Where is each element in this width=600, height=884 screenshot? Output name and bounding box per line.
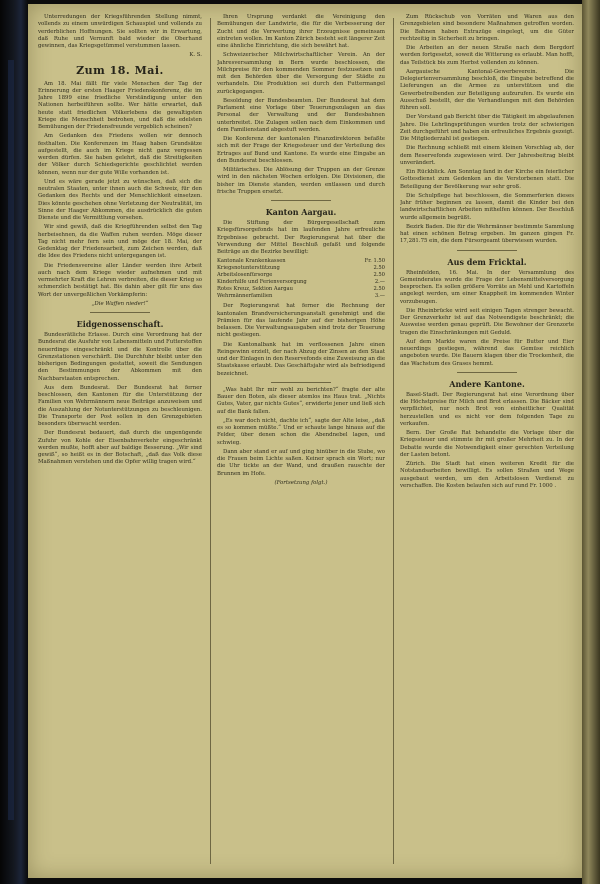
article-paragraph: Aargauische Kantonal-Gewerbeverein. Die Delegiertenversammlung beschloß, die Eingabe betreffend die Lieferungen an die Armee zu unterstützen und die Gewerbetreibenden zur Beteiligung aufzurufen. Es wurde ein Ausschuß bestellt, der die Verhandlungen mit den Behörden führen soll. — [400, 68, 574, 111]
column-rule — [210, 18, 211, 864]
article-paragraph: Bundesrätliche Erlasse. Durch eine Verordnung hat der Bundesrat die Ausfuhr von Lebensmitteln und Futterstoffen neuerdings eingeschränkt und die Kontrolle über die Grenzstationen verschärft. Die Durchfuhr bleibt unter den bisherigen Bedingungen gestattet, soweit die Sendungen den Bestimmungen der Abkommen mit den Nachbarstaaten entsprechen. — [38, 332, 202, 382]
article-paragraph: Die Konferenz der kantonalen Finanzdirektoren befaßte sich mit der Frage der Kriegssteuer und der Verteilung des Ertrages auf Bund und Kantone. Es wurde eine Eingabe an den Bundesrat beschlossen. — [217, 136, 385, 164]
feuilleton-paragraph: „Was habt Ihr mir wohl zu berichten?“ fragte der alte Bauer den Boten, als dieser atemlos ins Haus trat. „Nichts Gutes, Vater, gar nichts Gutes“, erwiderte jener und ließ sich auf die Bank fallen. — [217, 386, 385, 415]
table-amount: 3.— — [374, 293, 385, 300]
table-row — [217, 279, 385, 286]
table-row — [217, 286, 385, 293]
article-paragraph: Ein Rückblick. Am Sonntag fand in der Kirche ein feierlicher Gottesdienst zum Gedenken an die Verstorbenen statt. Die Beteiligung der Bevölkerung war sehr groß. — [400, 169, 574, 190]
table-label: Kriegsnotunterstützung — [217, 265, 280, 272]
article-paragraph: Besoldung der Bundesbeamten. Der Bundesrat hat dem Parlament eine Vorlage über Teuerungszulagen an das Personal der Verwaltung und der Bundesbahnen unterbreitet. Die Zulagen sollen nach dem Einkommen und dem Familienstand abgestuft werden. — [217, 97, 385, 133]
table-amount: Fr. 1.50 — [364, 258, 385, 265]
article-paragraph: Die Friedensvereine aller Länder werden ihre Arbeit auch nach dem Kriege wieder aufnehmen und mit vermehrter Kraft die Lehren verbreiten, die dieser Krieg so schmerzlich bestätigt hat. Bis dahin aber gilt für uns das Wort der unvergeßlichen Vorkämpferin: — [38, 262, 202, 298]
section-heading: Eidgenossenschaft. — [76, 319, 164, 329]
article-paragraph: Bern. Der Große Rat behandelte die Vorlage über die Kriegssteuer und stimmte ihr mit großer Mehrheit zu. In der Debatte wurde die Notwendigkeit einer gerechten Verteilung der Lasten betont. — [400, 430, 574, 458]
article-paragraph: Die Rechnung schließt mit einem kleinen Vorschlag ab, der dem Reservefonds zugewiesen wird. Der Jahresbeitrag bleibt unverändert. — [400, 145, 574, 166]
article-paragraph: Und es wäre gerade jetzt zu wünschen, daß sich die neutralen Staaten, unter ihnen auch die Schweiz, für den Gedanken des Rechts und der Menschlichkeit einsetzen. Dies könnte geschehen ohne Verletzung der Neutralität, im Sinne der Haager Abkommen, die ausdrücklich die guten Dienste und die Vermittlung vorsehen. — [38, 178, 202, 221]
article-paragraph: Der Bundesrat bedauert, daß durch die ungenügende Zufuhr von Kohle der Eisenbahnverkehr eingeschränkt werden mußte, hofft aber auf baldige Besserung. „Wir sind gewiß“, so heißt es in der Botschaft, „daß das Volk diese Maßnahmen verstehen und die Opfer willig tragen wird.“ — [38, 430, 202, 466]
section-divider — [271, 382, 331, 383]
column-1 — [38, 14, 202, 870]
section-heading: Aus dem Fricktal. — [447, 256, 527, 267]
table-row — [217, 293, 385, 300]
table-label: Kantonale Krankenkassen — [217, 258, 286, 265]
article-paragraph: Die Arbeiten an der neuen Straße nach dem Bergdorf werden fortgesetzt, soweit die Witterung es erlaubt. Man hofft, das Teilstück bis zum Herbst vollenden zu können. — [400, 45, 574, 66]
section-heading: Andere Kantone. — [449, 378, 525, 389]
table-row — [217, 258, 385, 265]
table-amount: 2.50 — [373, 286, 385, 293]
newspaper-page — [28, 4, 582, 878]
binding-strip — [8, 60, 14, 820]
article-paragraph: Der Regierungsrat hat ferner die Rechnung der kantonalen Brandversicherungsanstalt genehmigt und die Prämien für das laufende Jahr auf der bisherigen Höhe belassen. Die Verwaltungsausgaben sind trotz der Teuerung nicht gestiegen. — [217, 303, 385, 339]
article-paragraph: Die Rheinbrücke wird seit einigen Tagen strenger bewacht. Der Grenzverkehr ist auf das Notwendigste beschränkt; die Ausweise werden genau geprüft. Die Bewohner der Grenzorte tragen die Einschränkungen mit Geduld. — [400, 307, 574, 336]
table-amount: 2.50 — [373, 272, 385, 279]
article-paragraph: Basel-Stadt. Der Regierungsrat hat eine Verordnung über die Höchstpreise für Milch und Brot erlassen. Die Bäcker sind verpflichtet, nur noch Brot von einheitlicher Qualität herzustellen und es nicht vor dem folgenden Tage zu verkaufen. — [400, 391, 574, 427]
article-paragraph: Am Gedanken des Friedens wollen wir dennoch festhalten. Die Konferenzen im Haag haben Grundsätze aufgestellt, die auch im Kriege nicht ganz vergessen werden dürfen. Sie haben gelehrt, daß die Streitigkeiten der Völker durch Schiedsgerichte geschlichtet werden können, wenn nur der gute Wille vorhanden ist. — [38, 133, 202, 176]
column-3 — [400, 14, 574, 870]
article-paragraph: Ihren Ursprung verdankt die Vereinigung den Bemühungen der Landwirte, die für die Verbesserung der Zucht und die Verwertung ihrer Erzeugnisse gemeinsam eintreten wollen. Im Kanton Zürich besteht seit längerer Zeit eine ähnliche Einrichtung, die sich bewährt hat. — [217, 14, 385, 49]
article-paragraph: Schweizerischer Milchwirtschaftlicher Verein. An der Jahresversammlung in Bern wurde beschlossen, die Milchpreise für den kommenden Sommer festzusetzen und mit den Behörden über die Versorgung der Städte zu verhandeln. Die Produktion sei durch den Futtermangel zurückgegangen. — [217, 52, 385, 95]
section-heading: Kanton Aargau. — [265, 207, 337, 217]
article-paragraph: Die Kantonalbank hat im verflossenen Jahre einen Reingewinn erzielt, der nach Abzug der Zinsen an den Staat und der Einlagen in den Reservefonds eine Zuweisung an die Staatskasse erlaubt. Das Geschäftsjahr wird als befriedigend bezeichnet. — [217, 341, 385, 377]
section-divider — [90, 312, 150, 313]
article-heading: Zum 18. Mai. — [76, 63, 164, 77]
table-label: Wehrmännerfamilien — [217, 293, 273, 300]
article-paragraph: Der Vorstand gab Bericht über die Tätigkeit im abgelaufenen Jahre. Die Lehrlingsprüfungen wurden trotz der schwierigen Zeit durchgeführt und haben ein erfreuliches Ergebnis gezeigt. Die Mitgliederzahl ist gestiegen. — [400, 114, 574, 142]
article-paragraph: Bezirk Baden. Die für die Wehrmänner bestimmte Sammlung hat einen schönen Betrag ergeben. Im ganzen gingen Fr. 17,281.75 ein, die dem Fürsorgeamt überwiesen wurden. — [400, 223, 574, 245]
article-paragraph: Aus dem Bundesrat. Der Bundesrat hat ferner beschlossen, den Kantonen für die Unterstützung der Familien von Wehrmännern neue Beiträge anzuweisen und die Auszahlung der Notunterstützungen zu beschleunigen. Die Transporte der Post sollen in den Grenzgebieten besonders überwacht werden. — [38, 384, 202, 427]
article-paragraph: Am 18. Mai fällt für viele Menschen der Tag der Erinnerung der ersten Haager Friedenskonferenz, die im Jahre 1899 eine friedliche Verständigung unter den Nationen herbeiführen sollte. Wer hätte erwartet, daß heute statt friedlichen Völkerlebens die gewaltigsten Kriege die Menschheit bedrohen, und daß die edelsten Bemühungen der Friedensfreunde vergeblich scheinen? — [38, 80, 202, 130]
continuation-note: (Fortsetzung folgt.) — [274, 479, 328, 486]
closing-quote: „Die Waffen nieder!“ — [91, 300, 149, 307]
section-divider — [271, 200, 331, 201]
feuilleton-paragraph: Dann aber stand er auf und ging hinüber in die Stube, wo die Frauen beim Lichte saßen. Keiner sprach ein Wort; nur die Uhr tickte an der Wand, und draußen rauschte der Brunnen im Hofe. — [217, 448, 385, 477]
table-label: Kinderhilfe und Ferienversorgung — [217, 279, 307, 286]
table-row — [217, 272, 385, 279]
article-paragraph: Wir sind gewiß, daß die Kriegführenden selbst den Tag herbeisehnen, da die Waffen ruhen werden. Möge dieser Tag nicht mehr fern sein und möge der 18. Mai, der Gedenktag der Friedensarbeit, zum Zeichen werden, daß die Idee des Friedens nicht untergegangen ist. — [38, 224, 202, 260]
table-row — [217, 265, 385, 272]
table-label: Arbeitslosenfürsorge — [217, 272, 273, 279]
page-edge — [582, 0, 600, 884]
article-paragraph: Die Schulpflege hat beschlossen, die Sommerferien dieses Jahr früher beginnen zu lassen, damit die Kinder bei den landwirtschaftlichen Arbeiten mithelfen können. Der Beschluß wurde allgemein begrüßt. — [400, 192, 574, 221]
article-paragraph: Zürich. Die Stadt hat einen weiteren Kredit für die Notstandsarbeiten bewilligt. Es sollen Straßen und Wege ausgebaut werden, um den Arbeitslosen Verdienst zu verschaffen. Die Kosten belaufen sich auf rund Fr. 1000 . — [400, 461, 574, 489]
section-divider — [457, 250, 517, 251]
table-label: Rotes Kreuz, Sektion Aargau — [217, 286, 293, 293]
article-paragraph: Die Stiftung der Bürgergesellschaft zum Kriegsfürsorgefonds hat im laufenden Jahre erfreuliche Ergebnisse gebracht. Der Regierungsrat hat über die Verwendung der Mittel Beschluß gefaßt und folgende Beiträge an die Bezirke bewilligt: — [217, 220, 385, 255]
column-rule — [393, 18, 394, 864]
column-2 — [217, 14, 385, 870]
article-paragraph: Militärisches. Die Ablösung der Truppen an der Grenze wird in den nächsten Wochen erfolgen. Die Divisionen, die bisher im Dienste standen, werden entlassen und durch frische Truppen ersetzt. — [217, 167, 385, 195]
article-paragraph: Auf dem Markte waren die Preise für Butter und Eier neuerdings gestiegen, während das Gemüse reichlich angeboten wurde. Die Bauern klagen über die Trockenheit, die das Wachstum des Grases hemmt. — [400, 338, 574, 367]
author-signature: K. S. — [189, 52, 202, 59]
contribution-table — [217, 258, 385, 300]
section-divider — [457, 372, 517, 373]
feuilleton-paragraph: „Es war doch nicht, dachte ich“, sagte der Alte leise, „daß es so kommen müßte.“ Und er schaute lange hinaus auf die Felder, über denen schon die Abendnebel lagen, und schwieg. — [217, 417, 385, 446]
table-amount: 2.50 — [373, 265, 385, 272]
article-paragraph: Zum Rückschub von Vorräten und Waren aus den Grenzgebieten sind besondere Maßnahmen getroffen worden. Die Bahnen haben Extrazüge eingelegt, um die Güter rechtzeitig in Sicherheit zu bringen. — [400, 14, 574, 42]
table-amount: 2.— — [374, 279, 385, 286]
book-spine — [0, 0, 28, 884]
article-paragraph: Rheinfelden, 16. Mai. In der Versammlung des Gemeinderates wurde die Frage der Lebensmittelversorgung besprochen. Es sollen größere Vorräte an Mehl und Kartoffeln angelegt werden, um einer Knappheit im kommenden Winter vorzubeugen. — [400, 269, 574, 305]
article-paragraph: Unterredungen der Kriegsführenden Stellung nimmt, vollends zu einem unwürdigen Schauspiel und vollends zu verderblichen Hoffnungen. Sie sollten wir in Erwartung, daß Ruhe und Vernunft bald wieder die Oberhand gewinnen, das Kriegsgetümmel verstummen lassen. — [38, 14, 202, 49]
